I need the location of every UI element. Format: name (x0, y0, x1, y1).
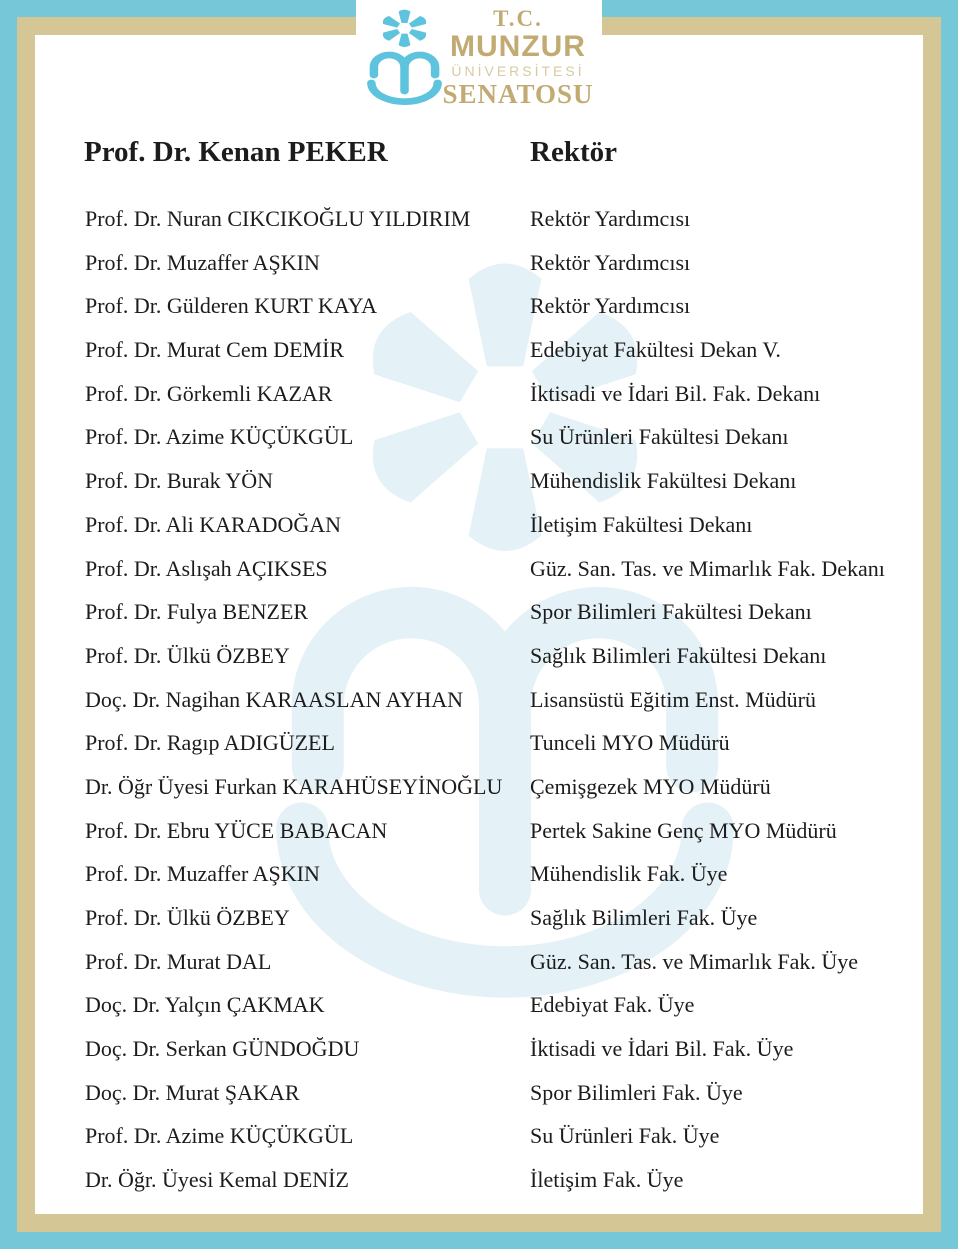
member-row (85, 643, 925, 687)
member-name: Prof. Dr. Gülderen KURT KAYA (85, 293, 378, 319)
member-row (85, 730, 925, 774)
member-row (85, 1036, 925, 1080)
member-row (85, 992, 925, 1036)
member-row (85, 556, 925, 600)
member-title: Spor Bilimleri Fakültesi Dekanı (530, 599, 812, 625)
member-name: Prof. Dr. Ülkü ÖZBEY (85, 642, 290, 668)
member-name: Prof. Dr. Muzaffer AŞKIN (85, 249, 320, 275)
member-title: Lisansüstü Eğitim Enst. Müdürü (530, 686, 816, 712)
rector-title: Rektör (530, 136, 617, 168)
member-title: Rektör Yardımcısı (530, 206, 691, 231)
member-name: Prof. Dr. Murat Cem DEMİR (85, 337, 345, 363)
member-row (85, 1080, 925, 1124)
member-title: Rektör Yardımcısı (530, 293, 691, 319)
member-title: İletişim Fakültesi Dekanı (530, 511, 753, 537)
logo-tc-label: T.C. (493, 6, 543, 31)
member-name: Prof. Dr. Nuran CIKCIKOĞLU YILDIRIM (85, 206, 471, 231)
logo-university-subtitle: ÜNİVERSİTESİ (451, 63, 585, 79)
logo-senate-title: SENATOSU (442, 79, 594, 109)
member-name: Prof. Dr. Muzaffer AŞKIN (85, 861, 320, 887)
logo-university-name: MUNZUR (450, 30, 586, 63)
member-row (85, 818, 925, 862)
member-row (85, 774, 925, 818)
member-row (85, 468, 925, 512)
member-name: Prof. Dr. Görkemli KAZAR (85, 380, 333, 406)
member-row (85, 512, 925, 556)
member-row (85, 337, 925, 381)
member-row (85, 1167, 925, 1211)
member-row (85, 1123, 925, 1167)
member-row (85, 293, 925, 337)
member-row (85, 687, 925, 731)
member-name: Prof. Dr. Azime KÜÇÜKGÜL (85, 424, 354, 450)
member-title: Edebiyat Fak. Üye (530, 992, 695, 1018)
member-name: Dr. Öğr Üyesi Furkan KARAHÜSEYİNOĞLU (85, 773, 503, 799)
member-row (85, 861, 925, 905)
member-title: Sağlık Bilimleri Fakültesi Dekanı (530, 642, 827, 668)
rector-name: Prof. Dr. Kenan PEKER (84, 136, 388, 168)
member-title: Tunceli MYO Müdürü (530, 730, 730, 756)
member-name: Doç. Dr. Murat ŞAKAR (85, 1079, 300, 1105)
member-name: Prof. Dr. Ülkü ÖZBEY (85, 905, 290, 930)
member-name: Dr. Öğr. Üyesi Kemal DENİZ (85, 1167, 349, 1193)
member-title: Spor Bilimleri Fak. Üye (530, 1079, 743, 1105)
member-row (85, 599, 925, 643)
member-name: Prof. Dr. Azime KÜÇÜKGÜL (85, 1123, 354, 1149)
member-title: Su Ürünleri Fak. Üye (530, 1123, 720, 1149)
member-name: Prof. Dr. Aslışah AÇIKSES (85, 555, 328, 581)
member-title: Mühendislik Fak. Üye (530, 861, 728, 887)
member-row (85, 206, 925, 250)
member-title: Çemişgezek MYO Müdürü (530, 773, 771, 799)
member-row (85, 250, 925, 294)
member-title: Su Ürünleri Fakültesi Dekanı (530, 424, 789, 450)
member-title: Sağlık Bilimleri Fak. Üye (530, 905, 758, 930)
member-title: Rektör Yardımcısı (530, 249, 691, 275)
member-title: İktisadi ve İdari Bil. Fak. Üye (530, 1036, 794, 1062)
member-name: Prof. Dr. Ebru YÜCE BABACAN (85, 817, 388, 843)
member-name: Doç. Dr. Yalçın ÇAKMAK (85, 992, 325, 1018)
university-logo (356, 0, 602, 124)
member-name: Doç. Dr. Nagihan KARAASLAN AYHAN (85, 686, 464, 712)
member-title: İletişim Fak. Üye (530, 1167, 684, 1193)
member-title: İktisadi ve İdari Bil. Fak. Dekanı (530, 380, 821, 406)
member-name: Doç. Dr. Serkan GÜNDOĞDU (85, 1036, 360, 1062)
member-title: Güz. San. Tas. ve Mimarlık Fak. Dekanı (530, 555, 885, 581)
member-name: Prof. Dr. Fulya BENZER (85, 599, 309, 625)
member-name: Prof. Dr. Burak YÖN (85, 468, 273, 494)
member-title: Güz. San. Tas. ve Mimarlık Fak. Üye (530, 948, 859, 974)
member-list (85, 206, 925, 1211)
member-row (85, 949, 925, 993)
member-title: Edebiyat Fakültesi Dekan V. (530, 337, 781, 363)
member-row (85, 424, 925, 468)
member-name: Prof. Dr. Ali KARADOĞAN (85, 511, 342, 537)
member-name: Prof. Dr. Murat DAL (85, 948, 272, 974)
member-name: Prof. Dr. Ragıp ADIGÜZEL (85, 730, 335, 756)
member-row (85, 381, 925, 425)
logo-text-block (432, 6, 604, 109)
member-title: Mühendislik Fakültesi Dekanı (530, 468, 797, 494)
member-title: Pertek Sakine Genç MYO Müdürü (530, 817, 837, 843)
member-row (85, 905, 925, 949)
rector-row (84, 136, 918, 168)
